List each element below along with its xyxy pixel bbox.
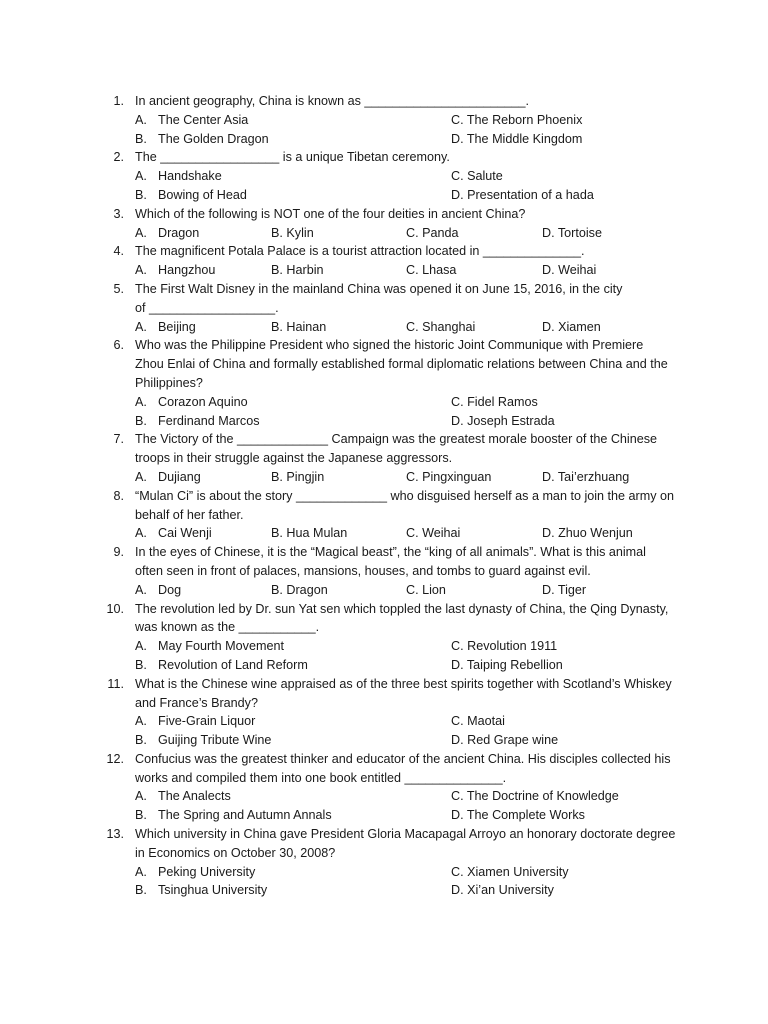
question-text: Philippines?	[135, 375, 203, 390]
option-text: C. Lion	[406, 582, 446, 597]
option-text: C. The Doctrine of Knowledge	[451, 789, 619, 804]
option-text: D. The Middle Kingdom	[451, 131, 583, 146]
option-letter: A.	[135, 112, 147, 127]
question-text: works and compiled them into one book entitled ______________.	[135, 770, 507, 785]
question-4	[0, 242, 768, 280]
question-9	[0, 543, 768, 599]
option-text: D. Red Grape wine	[451, 733, 559, 748]
answer-option	[542, 468, 629, 487]
option-text: D. Weihai	[542, 263, 597, 278]
answer-option	[135, 261, 215, 280]
option-text: D. Tai’erzhuang	[542, 469, 630, 484]
question-stem-line	[0, 618, 768, 637]
option-text: Ferdinand Marcos	[158, 413, 260, 428]
option-letter: A.	[135, 319, 147, 334]
answer-option	[451, 787, 619, 806]
answer-option	[451, 806, 585, 825]
option-letter: B.	[135, 657, 147, 672]
options-row	[0, 863, 768, 882]
answer-option	[451, 712, 505, 731]
question-number: 4.	[113, 244, 124, 259]
question-text: The magnificent Potala Palace is a tourist attraction located in ______________.	[135, 244, 585, 259]
option-text: Revolution of Land Reform	[158, 657, 308, 672]
answer-option	[135, 787, 231, 806]
question-text: in Economics on October 30, 2008?	[135, 845, 336, 860]
question-text: In the eyes of Chinese, it is the “Magical beast”, the “king of all animals”. What is this animal	[135, 545, 646, 560]
question-stem-line	[0, 825, 768, 844]
question-text: was known as the ___________.	[135, 620, 320, 635]
option-text: The Spring and Autumn Annals	[158, 808, 332, 823]
question-number: 3.	[113, 206, 124, 221]
answer-option	[406, 318, 475, 337]
option-letter: A.	[135, 526, 147, 541]
question-number: 11.	[107, 676, 124, 691]
option-letter: A.	[135, 394, 147, 409]
question-stem-line	[0, 449, 768, 468]
option-text: C. Salute	[451, 169, 503, 184]
question-stem-line	[0, 562, 768, 581]
question-text: troops in their struggle against the Japanese aggressors.	[135, 451, 453, 466]
answer-option	[451, 167, 503, 186]
options-row	[0, 581, 768, 600]
option-text: Cai Wenji	[158, 526, 212, 541]
answer-option	[135, 468, 201, 487]
option-letter: A.	[135, 169, 147, 184]
option-letter: A.	[135, 789, 147, 804]
answer-option	[406, 224, 459, 243]
option-letter: A.	[135, 263, 147, 278]
option-letter: A.	[135, 469, 147, 484]
option-letter: A.	[135, 582, 147, 597]
answer-option	[542, 318, 601, 337]
answer-option	[451, 186, 594, 205]
question-text: of __________________.	[135, 300, 279, 315]
answer-option	[135, 167, 222, 186]
quiz-document	[0, 92, 768, 900]
question-number: 13.	[106, 827, 124, 842]
options-row	[0, 111, 768, 130]
options-row	[0, 224, 768, 243]
options-row	[0, 167, 768, 186]
option-text: The Golden Dragon	[158, 131, 269, 146]
question-text: The First Walt Disney in the mainland China was opened it on June 15, 2016, in the city	[135, 281, 623, 296]
question-number: 8.	[113, 488, 124, 503]
option-text: D. The Complete Works	[451, 808, 585, 823]
option-text: B. Harbin	[271, 263, 324, 278]
option-text: Bowing of Head	[158, 187, 247, 202]
option-letter: B.	[135, 883, 147, 898]
question-10	[0, 600, 768, 675]
answer-option	[451, 656, 563, 675]
answer-option	[135, 806, 332, 825]
question-5	[0, 280, 768, 336]
question-stem-line	[0, 92, 768, 111]
option-text: C. Maotai	[451, 714, 505, 729]
question-stem-line	[0, 506, 768, 525]
question-text: Who was the Philippine President who signed the historic Joint Communique with Premiere	[135, 338, 644, 353]
options-row	[0, 524, 768, 543]
answer-option	[135, 637, 284, 656]
option-text: B. Hua Mulan	[271, 526, 348, 541]
options-row	[0, 637, 768, 656]
option-letter: B.	[135, 808, 147, 823]
question-8	[0, 487, 768, 543]
option-text: Dog	[158, 582, 182, 597]
question-text: Which of the following is NOT one of the four deities in ancient China?	[135, 206, 526, 221]
answer-option	[451, 412, 555, 431]
answer-option	[135, 130, 269, 149]
question-number: 5.	[113, 281, 124, 296]
options-row	[0, 261, 768, 280]
question-text: and France’s Brandy?	[135, 695, 258, 710]
question-stem-line	[0, 675, 768, 694]
option-text: D. Xi’an University	[451, 883, 554, 898]
question-number: 9.	[113, 545, 124, 560]
answer-option	[135, 712, 255, 731]
option-text: D. Zhuo Wenjun	[542, 526, 633, 541]
options-row	[0, 806, 768, 825]
question-text: often seen in front of palaces, mansions, houses, and tombs to guard against evil.	[135, 563, 591, 578]
option-text: C. Shanghai	[406, 319, 476, 334]
options-row	[0, 130, 768, 149]
answer-option	[271, 224, 314, 243]
options-row	[0, 787, 768, 806]
option-text: May Fourth Movement	[158, 639, 284, 654]
question-text: The Victory of the _____________ Campaign was the greatest morale booster of the Chinese	[135, 432, 658, 447]
option-text: B. Dragon	[271, 582, 328, 597]
answer-option	[542, 524, 633, 543]
option-letter: A.	[135, 714, 147, 729]
question-text: The revolution led by Dr. sun Yat sen which toppled the last dynasty of China, the Qing Dynasty,	[135, 601, 669, 616]
question-text: Which university in China gave President Gloria Macapagal Arroyo an honorary doctorate degree	[135, 827, 676, 842]
answer-option	[135, 656, 308, 675]
option-text: C. Pingxinguan	[406, 469, 492, 484]
answer-option	[135, 731, 271, 750]
answer-option	[135, 318, 196, 337]
option-text: C. Panda	[406, 225, 459, 240]
option-text: The Analects	[158, 789, 231, 804]
question-stem-line	[0, 844, 768, 863]
question-number: 10.	[106, 601, 124, 616]
question-stem-line	[0, 242, 768, 261]
answer-option	[406, 261, 456, 280]
question-stem-line	[0, 299, 768, 318]
option-letter: B.	[135, 413, 147, 428]
question-stem-line	[0, 430, 768, 449]
question-number: 12.	[106, 751, 124, 766]
options-row	[0, 393, 768, 412]
answer-option	[451, 111, 582, 130]
question-12	[0, 750, 768, 825]
option-text: Hangzhou	[158, 263, 216, 278]
answer-option	[451, 881, 554, 900]
question-text: Confucius was the greatest thinker and educator of the ancient China. His disciples collected his	[135, 751, 671, 766]
option-letter: B.	[135, 187, 147, 202]
options-row	[0, 318, 768, 337]
option-text: C. Lhasa	[406, 263, 457, 278]
option-text: B. Pingjin	[271, 469, 325, 484]
options-row	[0, 731, 768, 750]
answer-option	[271, 524, 347, 543]
question-text: The _________________ is a unique Tibetan ceremony.	[135, 150, 450, 165]
option-letter: A.	[135, 225, 147, 240]
option-text: C. Revolution 1911	[451, 639, 558, 654]
answer-option	[135, 412, 260, 431]
answer-option	[135, 863, 255, 882]
option-text: B. Hainan	[271, 319, 327, 334]
question-6	[0, 336, 768, 430]
options-row	[0, 712, 768, 731]
answer-option	[135, 224, 199, 243]
question-stem-line	[0, 543, 768, 562]
answer-option	[406, 468, 491, 487]
question-stem-line	[0, 769, 768, 788]
question-stem-line	[0, 148, 768, 167]
question-number: 2.	[113, 150, 124, 165]
option-text: D. Presentation of a hada	[451, 187, 594, 202]
answer-option	[135, 186, 247, 205]
question-number: 7.	[113, 432, 124, 447]
question-text: Zhou Enlai of China and formally established formal diplomatic relations between China and the	[135, 357, 668, 372]
question-13	[0, 825, 768, 900]
question-2	[0, 148, 768, 204]
option-text: Guijing Tribute Wine	[158, 733, 272, 748]
option-text: D. Tortoise	[542, 225, 602, 240]
answer-option	[542, 261, 596, 280]
question-stem-line	[0, 355, 768, 374]
answer-option	[451, 731, 558, 750]
option-text: Dujiang	[158, 469, 201, 484]
question-text: behalf of her father.	[135, 507, 244, 522]
question-stem-line	[0, 336, 768, 355]
question-3	[0, 205, 768, 243]
question-stem-line	[0, 600, 768, 619]
answer-option	[542, 581, 586, 600]
answer-option	[135, 111, 248, 130]
question-stem-line	[0, 750, 768, 769]
options-row	[0, 881, 768, 900]
answer-option	[271, 581, 328, 600]
option-letter: A.	[135, 864, 147, 879]
option-text: Beijing	[158, 319, 196, 334]
option-text: Corazon Aquino	[158, 394, 248, 409]
option-text: Handshake	[158, 169, 222, 184]
option-text: Tsinghua University	[158, 883, 268, 898]
question-number: 1.	[113, 94, 124, 108]
answer-option	[271, 318, 326, 337]
answer-option	[135, 524, 212, 543]
answer-option	[135, 393, 248, 412]
option-letter: B.	[135, 131, 147, 146]
answer-option	[542, 224, 602, 243]
option-text: D. Tiger	[542, 582, 587, 597]
answer-option	[271, 261, 324, 280]
question-number: 6.	[113, 338, 124, 353]
question-1	[0, 92, 768, 148]
answer-option	[451, 130, 582, 149]
answer-option	[406, 524, 460, 543]
question-stem-line	[0, 374, 768, 393]
question-text: “Mulan Ci” is about the story _____________ who disguised herself as a man to join the army on	[135, 488, 675, 503]
option-text: Five-Grain Liquor	[158, 714, 256, 729]
answer-option	[271, 468, 324, 487]
answer-option	[135, 581, 181, 600]
answer-option	[451, 393, 538, 412]
question-text: In ancient geography, China is known as _______________________.	[135, 94, 529, 108]
option-text: Dragon	[158, 225, 200, 240]
question-stem-line	[0, 694, 768, 713]
options-row	[0, 412, 768, 431]
question-stem-line	[0, 280, 768, 299]
option-text: The Center Asia	[158, 112, 249, 127]
question-text: What is the Chinese wine appraised as of the three best spirits together with Scotland’s Whiskey	[135, 676, 672, 691]
option-text: C. The Reborn Phoenix	[451, 112, 583, 127]
option-text: Peking University	[158, 864, 256, 879]
answer-option	[406, 581, 446, 600]
question-7	[0, 430, 768, 486]
option-text: D. Taiping Rebellion	[451, 657, 563, 672]
option-letter: B.	[135, 733, 147, 748]
option-text: C. Xiamen University	[451, 864, 569, 879]
question-stem-line	[0, 487, 768, 506]
question-stem-line	[0, 205, 768, 224]
options-row	[0, 656, 768, 675]
options-row	[0, 468, 768, 487]
option-text: D. Joseph Estrada	[451, 413, 555, 428]
option-text: C. Weihai	[406, 526, 461, 541]
options-row	[0, 186, 768, 205]
option-text: B. Kylin	[271, 225, 314, 240]
option-text: D. Xiamen	[542, 319, 601, 334]
question-11	[0, 675, 768, 750]
answer-option	[135, 881, 267, 900]
answer-option	[451, 863, 569, 882]
option-letter: A.	[135, 639, 147, 654]
option-text: C. Fidel Ramos	[451, 394, 538, 409]
answer-option	[451, 637, 557, 656]
